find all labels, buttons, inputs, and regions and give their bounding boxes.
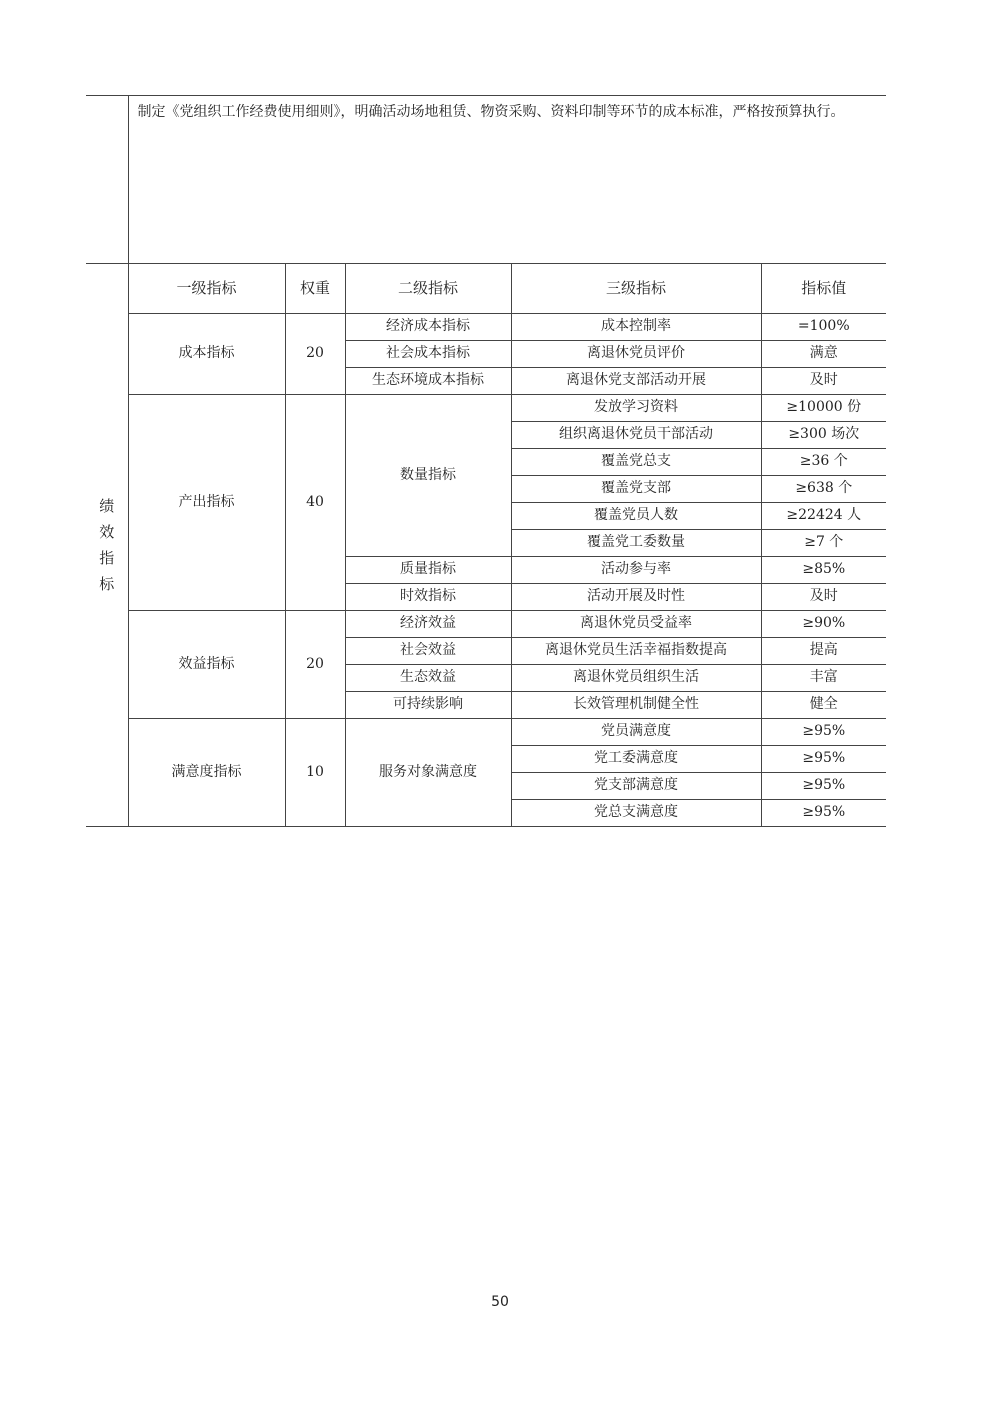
- weight-value: 40: [285, 395, 345, 611]
- level3-indicator: 离退休党员组织生活: [511, 665, 761, 692]
- table-row: [86, 719, 886, 746]
- header-row: [86, 264, 886, 314]
- weight-value: 20: [285, 611, 345, 719]
- level3-indicator: 离退休党员生活幸福指数提高: [511, 638, 761, 665]
- note-label-cell: [86, 96, 128, 264]
- indicator-value: ≥638 个: [761, 476, 886, 503]
- level3-indicator: 党员满意度: [511, 719, 761, 746]
- weight-value: 20: [285, 314, 345, 395]
- level3-indicator: 党工委满意度: [511, 746, 761, 773]
- level2-indicator: 经济效益: [345, 611, 511, 638]
- level2-indicator: 社会效益: [345, 638, 511, 665]
- table-row: [86, 314, 886, 341]
- level3-indicator: 成本控制率: [511, 314, 761, 341]
- level3-indicator: 离退休党员受益率: [511, 611, 761, 638]
- table-row: [86, 611, 886, 638]
- level3-indicator: 党支部满意度: [511, 773, 761, 800]
- indicator-value: =100%: [761, 314, 886, 341]
- indicator-value: 满意: [761, 341, 886, 368]
- level1-indicator: 满意度指标: [128, 719, 285, 827]
- indicator-value: ≥95%: [761, 773, 886, 800]
- indicator-value: ≥95%: [761, 800, 886, 827]
- level2-indicator: 生态环境成本指标: [345, 368, 511, 395]
- indicator-value: ≥36 个: [761, 449, 886, 476]
- level3-indicator: 长效管理机制健全性: [511, 692, 761, 719]
- header-weight: 权重: [285, 264, 345, 314]
- indicator-value: 及时: [761, 584, 886, 611]
- section-label: 绩 效 指 标: [99, 497, 115, 593]
- level2-indicator: 质量指标: [345, 557, 511, 584]
- level3-indicator: 发放学习资料: [511, 395, 761, 422]
- level2-indicator: 服务对象满意度: [345, 719, 511, 827]
- weight-value: 10: [285, 719, 345, 827]
- indicator-value: 及时: [761, 368, 886, 395]
- note-text: 制定《党组织工作经费使用细则》，明确活动场地租赁、物资采购、资料印制等环节的成本标准，严格按预算执行。: [128, 96, 886, 264]
- indicator-value: 丰富: [761, 665, 886, 692]
- level1-indicator: 产出指标: [128, 395, 285, 611]
- performance-indicator-table: [86, 95, 886, 827]
- indicator-value: 提高: [761, 638, 886, 665]
- level2-indicator: 可持续影响: [345, 692, 511, 719]
- indicator-value: ≥85%: [761, 557, 886, 584]
- level1-indicator: 成本指标: [128, 314, 285, 395]
- note-row: [86, 96, 886, 264]
- level3-indicator: 离退休党员评价: [511, 341, 761, 368]
- level2-indicator: 社会成本指标: [345, 341, 511, 368]
- level3-indicator: 活动开展及时性: [511, 584, 761, 611]
- level3-indicator: 离退休党支部活动开展: [511, 368, 761, 395]
- indicator-value: ≥90%: [761, 611, 886, 638]
- level3-indicator: 覆盖党总支: [511, 449, 761, 476]
- indicator-value: ≥300 场次: [761, 422, 886, 449]
- indicator-value: ≥10000 份: [761, 395, 886, 422]
- indicator-value: 健全: [761, 692, 886, 719]
- header-level1: 一级指标: [128, 264, 285, 314]
- header-value: 指标值: [761, 264, 886, 314]
- level3-indicator: 活动参与率: [511, 557, 761, 584]
- level3-indicator: 组织离退休党员干部活动: [511, 422, 761, 449]
- level1-indicator: 效益指标: [128, 611, 285, 719]
- level2-indicator: 数量指标: [345, 395, 511, 557]
- indicator-value: ≥7 个: [761, 530, 886, 557]
- indicator-value: ≥95%: [761, 719, 886, 746]
- level2-indicator: 生态效益: [345, 665, 511, 692]
- level3-indicator: 覆盖党支部: [511, 476, 761, 503]
- level3-indicator: 党总支满意度: [511, 800, 761, 827]
- header-level2: 二级指标: [345, 264, 511, 314]
- level3-indicator: 覆盖党员人数: [511, 503, 761, 530]
- table-row: [86, 395, 886, 422]
- level2-indicator: 经济成本指标: [345, 314, 511, 341]
- indicator-value: ≥22424 人: [761, 503, 886, 530]
- page-number: 50: [491, 1294, 509, 1310]
- indicator-value: ≥95%: [761, 746, 886, 773]
- level3-indicator: 覆盖党工委数量: [511, 530, 761, 557]
- header-level3: 三级指标: [511, 264, 761, 314]
- section-label-cell: [86, 264, 128, 827]
- level2-indicator: 时效指标: [345, 584, 511, 611]
